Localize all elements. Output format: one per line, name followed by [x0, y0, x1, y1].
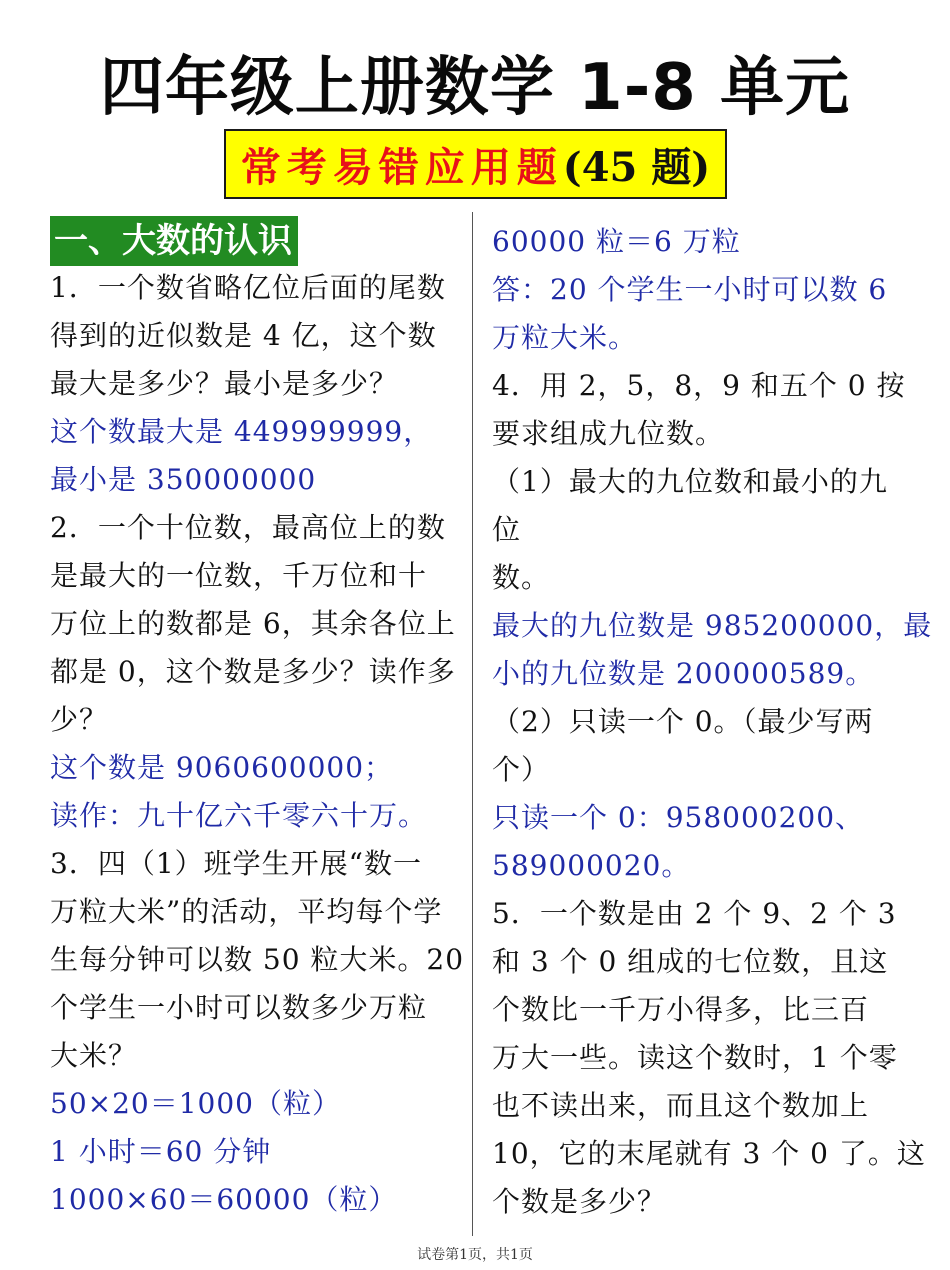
question-line: 万大一些。读这个数时，1 个零 — [492, 1041, 898, 1074]
question-line: 数。 — [492, 561, 551, 594]
question-line: 也不读出来，而且这个数加上 — [492, 1089, 870, 1122]
question-line: （2）只读一个 0。（最少写两 — [492, 705, 874, 738]
answer-line: 60000 粒＝6 万粒 — [492, 225, 741, 258]
answer-line: 小的九位数是 200000589。 — [492, 657, 875, 690]
question-line: 3．四（1）班学生开展“数一 — [50, 847, 422, 880]
question-line: 万粒大米”的活动，平均每个学 — [50, 895, 443, 928]
question-line: 2．一个十位数，最高位上的数 — [50, 511, 446, 544]
answer-line: 最小是 350000000 — [50, 463, 317, 496]
answer-line: 答：20 个学生一小时可以数 6 — [492, 273, 888, 306]
question-line: 最大是多少？最小是多少？ — [50, 367, 399, 400]
question-line: 个数是多少？ — [492, 1185, 667, 1218]
answer-line: 589000020。 — [492, 849, 691, 882]
question-line: 万位上的数都是 6，其余各位上 — [50, 607, 456, 640]
question-line: 是最大的一位数，千万位和十 — [50, 559, 428, 592]
question-line: 大米？ — [50, 1039, 138, 1072]
answer-line: 最大的九位数是 985200000，最 — [492, 609, 933, 642]
subtitle-banner — [224, 129, 727, 199]
question-line: 少？ — [50, 703, 109, 736]
subtitle-count-text: (45 题) — [562, 143, 711, 191]
question-line: 4．用 2，5，8，9 和五个 0 按 — [492, 369, 906, 402]
question-line: 位 — [492, 513, 522, 546]
right-column — [492, 216, 933, 1226]
question-line: （1）最大的九位数和最小的九 — [492, 465, 888, 498]
question-line: 个学生一小时可以数多少万粒 — [50, 991, 428, 1024]
page-title: 四年级上册数学 1-8 单元 — [99, 51, 851, 125]
question-line: 生每分钟可以数 50 粒大米。20 — [50, 943, 465, 976]
answer-line: 1 小时＝60 分钟 — [50, 1135, 272, 1168]
answer-line: 这个数是 9060600000； — [50, 751, 394, 784]
answer-line: 只读一个 0：958000200、 — [492, 801, 865, 834]
left-column — [50, 216, 470, 1224]
question-line: 10，它的末尾就有 3 个 0 了。这 — [492, 1137, 926, 1170]
question-line: 和 3 个 0 组成的七位数，且这 — [492, 945, 889, 978]
question-line: 个数比一千万小得多，比三百 — [492, 993, 870, 1026]
right-question-list — [492, 218, 933, 1226]
section-header: 一、大数的认识 — [50, 216, 298, 266]
left-question-list — [50, 264, 470, 1224]
question-line: 1．一个数省略亿位后面的尾数 — [50, 271, 446, 304]
question-line: 得到的近似数是 4 亿，这个数 — [50, 319, 437, 352]
answer-line: 50×20＝1000（粒） — [50, 1087, 341, 1120]
answer-line: 这个数最大是 449999999， — [50, 415, 433, 448]
question-line: 都是 0，这个数是多少？读作多 — [50, 655, 456, 688]
answer-line: 万粒大米。 — [492, 321, 638, 354]
page-footer: 试卷第1页，共1页 — [417, 1247, 533, 1263]
question-line: 个） — [492, 753, 551, 786]
subtitle-highlight-text: 常考易错应用题 — [240, 143, 563, 191]
question-line: 5．一个数是由 2 个 9、2 个 3 — [492, 897, 897, 930]
question-line: 要求组成九位数。 — [492, 417, 725, 450]
column-divider — [472, 212, 473, 1236]
answer-line: 读作：九十亿六千零六十万。 — [50, 799, 428, 832]
answer-line: 1000×60＝60000（粒） — [50, 1183, 398, 1216]
